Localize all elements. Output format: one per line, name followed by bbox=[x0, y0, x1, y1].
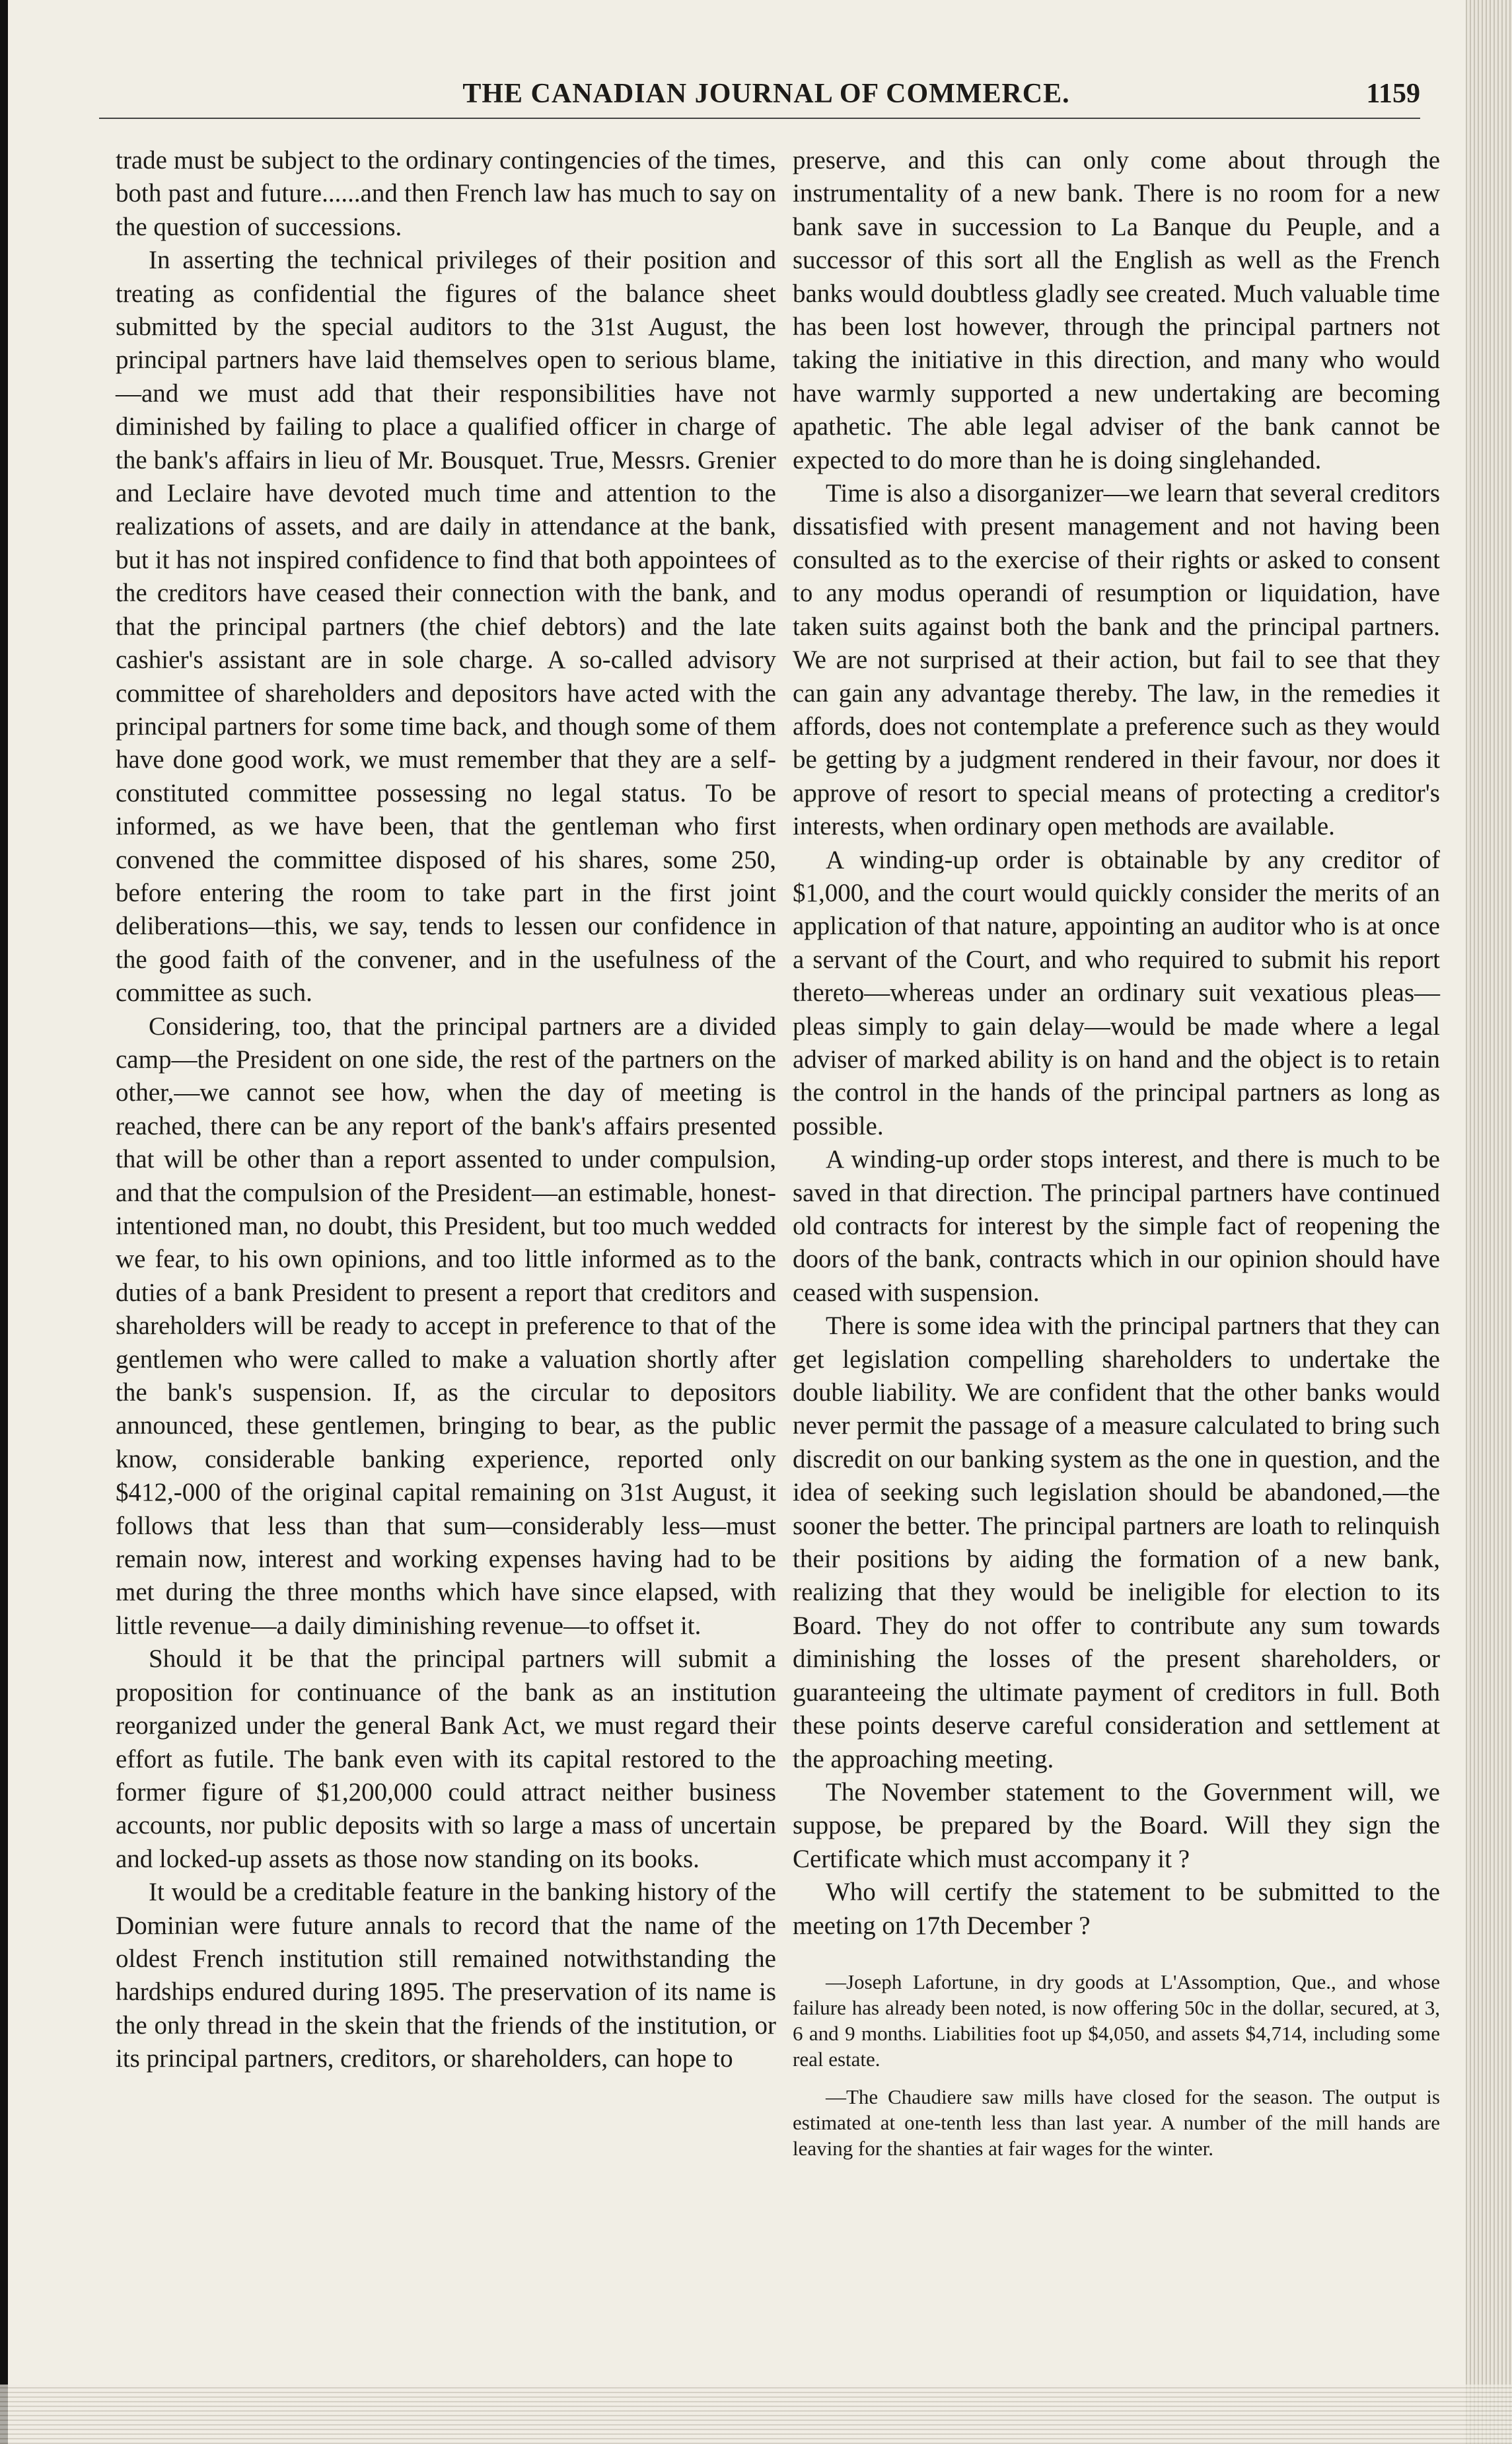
news-note: —The Chaudiere saw mills have closed for the season. The output is estimated at one-tenth less than last year. A number of the mill hands are leaving for the shanties at fair wages for the winter. bbox=[793, 2085, 1440, 2160]
paragraph: preserve, and this can only come about through the instrumentality of a new bank. There is no room for a new bank save in succession to La Banque du Peuple, and a successor of this sort all the English as well as the French banks would doubtless gladly see created. Much valuable time has been lost however, through the principal partners not taking the initiative in this direction, and many who would have warmly supported a new undertaking are becoming apathetic. The able legal adviser of the bank cannot be expected to do more than he is doing singlehanded. bbox=[793, 146, 1440, 474]
left-column bbox=[116, 144, 776, 2076]
paragraph: It would be a creditable feature in the banking history of the Dominian were future annals to record that the name of the oldest French institution still remained notwithstanding the hardships endured during 1895. The preservation of its name is the only thread in the skein that the friends of the institution, or its principal partners, creditors, or shareholders, can hope to bbox=[116, 1878, 776, 2073]
paragraph: The November statement to the Government will, we suppose, be prepared by the Board. Will they sign the Certificate which must accompany it ? bbox=[793, 1777, 1440, 1873]
news-note: —Joseph Lafortune, in dry goods at L'Assomption, Que., and whose failure has already been noted, is now offering 50c in the dollar, secured, at 3, 6 and 9 months. Liabilities foot up $4,050, and assets $4,714, including some real estate. bbox=[793, 1970, 1440, 2071]
page-binding-edge bbox=[0, 0, 8, 2444]
paragraph: In asserting the technical privileges of their position and treating as confidential the figures of the balance sheet submitted by the special auditors to the 31st August, the principal partners have laid themselves open to serious blame,—and we must add that their responsibilities have not diminished by failing to place a qualified officer in charge of the bank's affairs in lieu of Mr. Bousquet. True, Messrs. Grenier and Leclaire have devoted much time and attention to the realizations of assets, and are daily in attendance at the bank, but it has not inspired confidence to find that both appointees of the creditors have ceased their connection with the bank, and that the principal partners (the chief debtors) and the late cashier's assistant are in sole charge. A so-called advisory committee of shareholders and depositors have acted with the principal partners for some time back, and though some of them have done good work, we must remember that they are a self-constituted committee possessing no legal status. To be informed, as we have been, that the gentleman who first convened the committee disposed of his shares, some 250, before entering the room to take part in the first joint deliberations—this, we say, tends to lessen our confidence in the good faith of the convener, and in the usefulness of the committee as such. bbox=[116, 246, 776, 1008]
page-number: 1159 bbox=[1366, 79, 1420, 109]
page-bottom-edge bbox=[0, 2385, 1512, 2444]
paragraph: A winding-up order stops interest, and there is much to be saved in that direction. The principal partners have continued old contracts for interest by the simple fact of reopening the doors of the bank, contracts which in our opinion should have ceased with suspension. bbox=[793, 1145, 1440, 1307]
journal-title: THE CANADIAN JOURNAL OF COMMERCE. bbox=[462, 79, 1070, 109]
paragraph: Who will certify the statement to be submitted to the meeting on 17th December ? bbox=[793, 1878, 1440, 1940]
paragraph: Considering, too, that the principal partners are a divided camp—the President on one side, the rest of the partners on the other,—we cannot see how, when the day of meeting is reached, there can be any report of the bank's affairs presented that will be other than a report assented to under compulsion, and that the compulsion of the President—an estimable, honest-intentioned man, no doubt, this President, but too much wedded we fear, to his own opinions, and too little informed as to the duties of a bank President to present a report that creditors and shareholders will be ready to accept in preference to that of the gentlemen who were called to make a valuation shortly after the bank's suspension. If, as the circular to depositors announced, these gentlemen, bringing to bear, as the public know, considerable banking experience, reported only $412,-000 of the original capital remaining on 31st August, it follows that less than that sum—considerably less—must remain now, interest and working expenses having had to be met during the three months which have since elapsed, with little revenue—a daily diminishing revenue—to offset it. bbox=[116, 1012, 776, 1640]
paragraph: trade must be subject to the ordinary contingencies of the times, both past and future......and then French law has much to say on the question of successions. bbox=[116, 146, 776, 241]
paragraph: Should it be that the principal partners will submit a proposition for continuance of the bank as an institution reorganized under the general Bank Act, we must regard their effort as futile. The bank even with its capital restored to the former figure of $1,200,000 could attract neither business accounts, nor public deposits with so large a mass of uncertain and locked-up assets as those now standing on its books. bbox=[116, 1645, 776, 1873]
paragraph: There is some idea with the principal partners that they can get legislation compelling shareholders to undertake the double liability. We are confident that the other banks would never permit the passage of a measure calculated to bring such discredit on our banking system as the one in question, and the idea of seeking such legislation should be abandoned,—the sooner the better. The principal partners are loath to relinquish their positions by aiding the formation of a new bank, realizing that they would be ineligible for election to its Board. They do not offer to contribute any sum towards diminishing the losses of the present shareholders, or guaranteeing the ultimate payment of creditors in full. Both these points deserve careful consideration and settlement at the approaching meeting. bbox=[793, 1312, 1440, 1773]
page-right-edge bbox=[1466, 0, 1512, 2444]
paragraph: A winding-up order is obtainable by any creditor of $1,000, and the court would quickly consider the merits of an application of that nature, appointing an auditor who is at once a servant of the Court, and who required to submit his report thereto—whereas under an ordinary suit vexatious pleas—pleas simply to gain delay—would be made where a legal adviser of marked ability is on hand and the object is to retain the control in the hands of the principal partners as long as possible. bbox=[793, 845, 1440, 1140]
paragraph: Time is also a disorganizer—we learn that several creditors dissatisfied with present management and not having been consulted as to the exercise of their rights or asked to consent to any modus operandi of resumption or liquidation, have taken suits against both the bank and the principal partners. We are not surprised at their action, but fail to see that they can gain any advantage thereby. The law, in the remedies it affords, does not contemplate a preference such as they would be getting by a judgment rendered in their favour, nor does it approve of resort to special means of protecting a creditor's interests, when ordinary open methods are available. bbox=[793, 479, 1440, 841]
right-column bbox=[793, 144, 1440, 2161]
header-divider bbox=[99, 118, 1420, 119]
running-header bbox=[99, 78, 1433, 118]
